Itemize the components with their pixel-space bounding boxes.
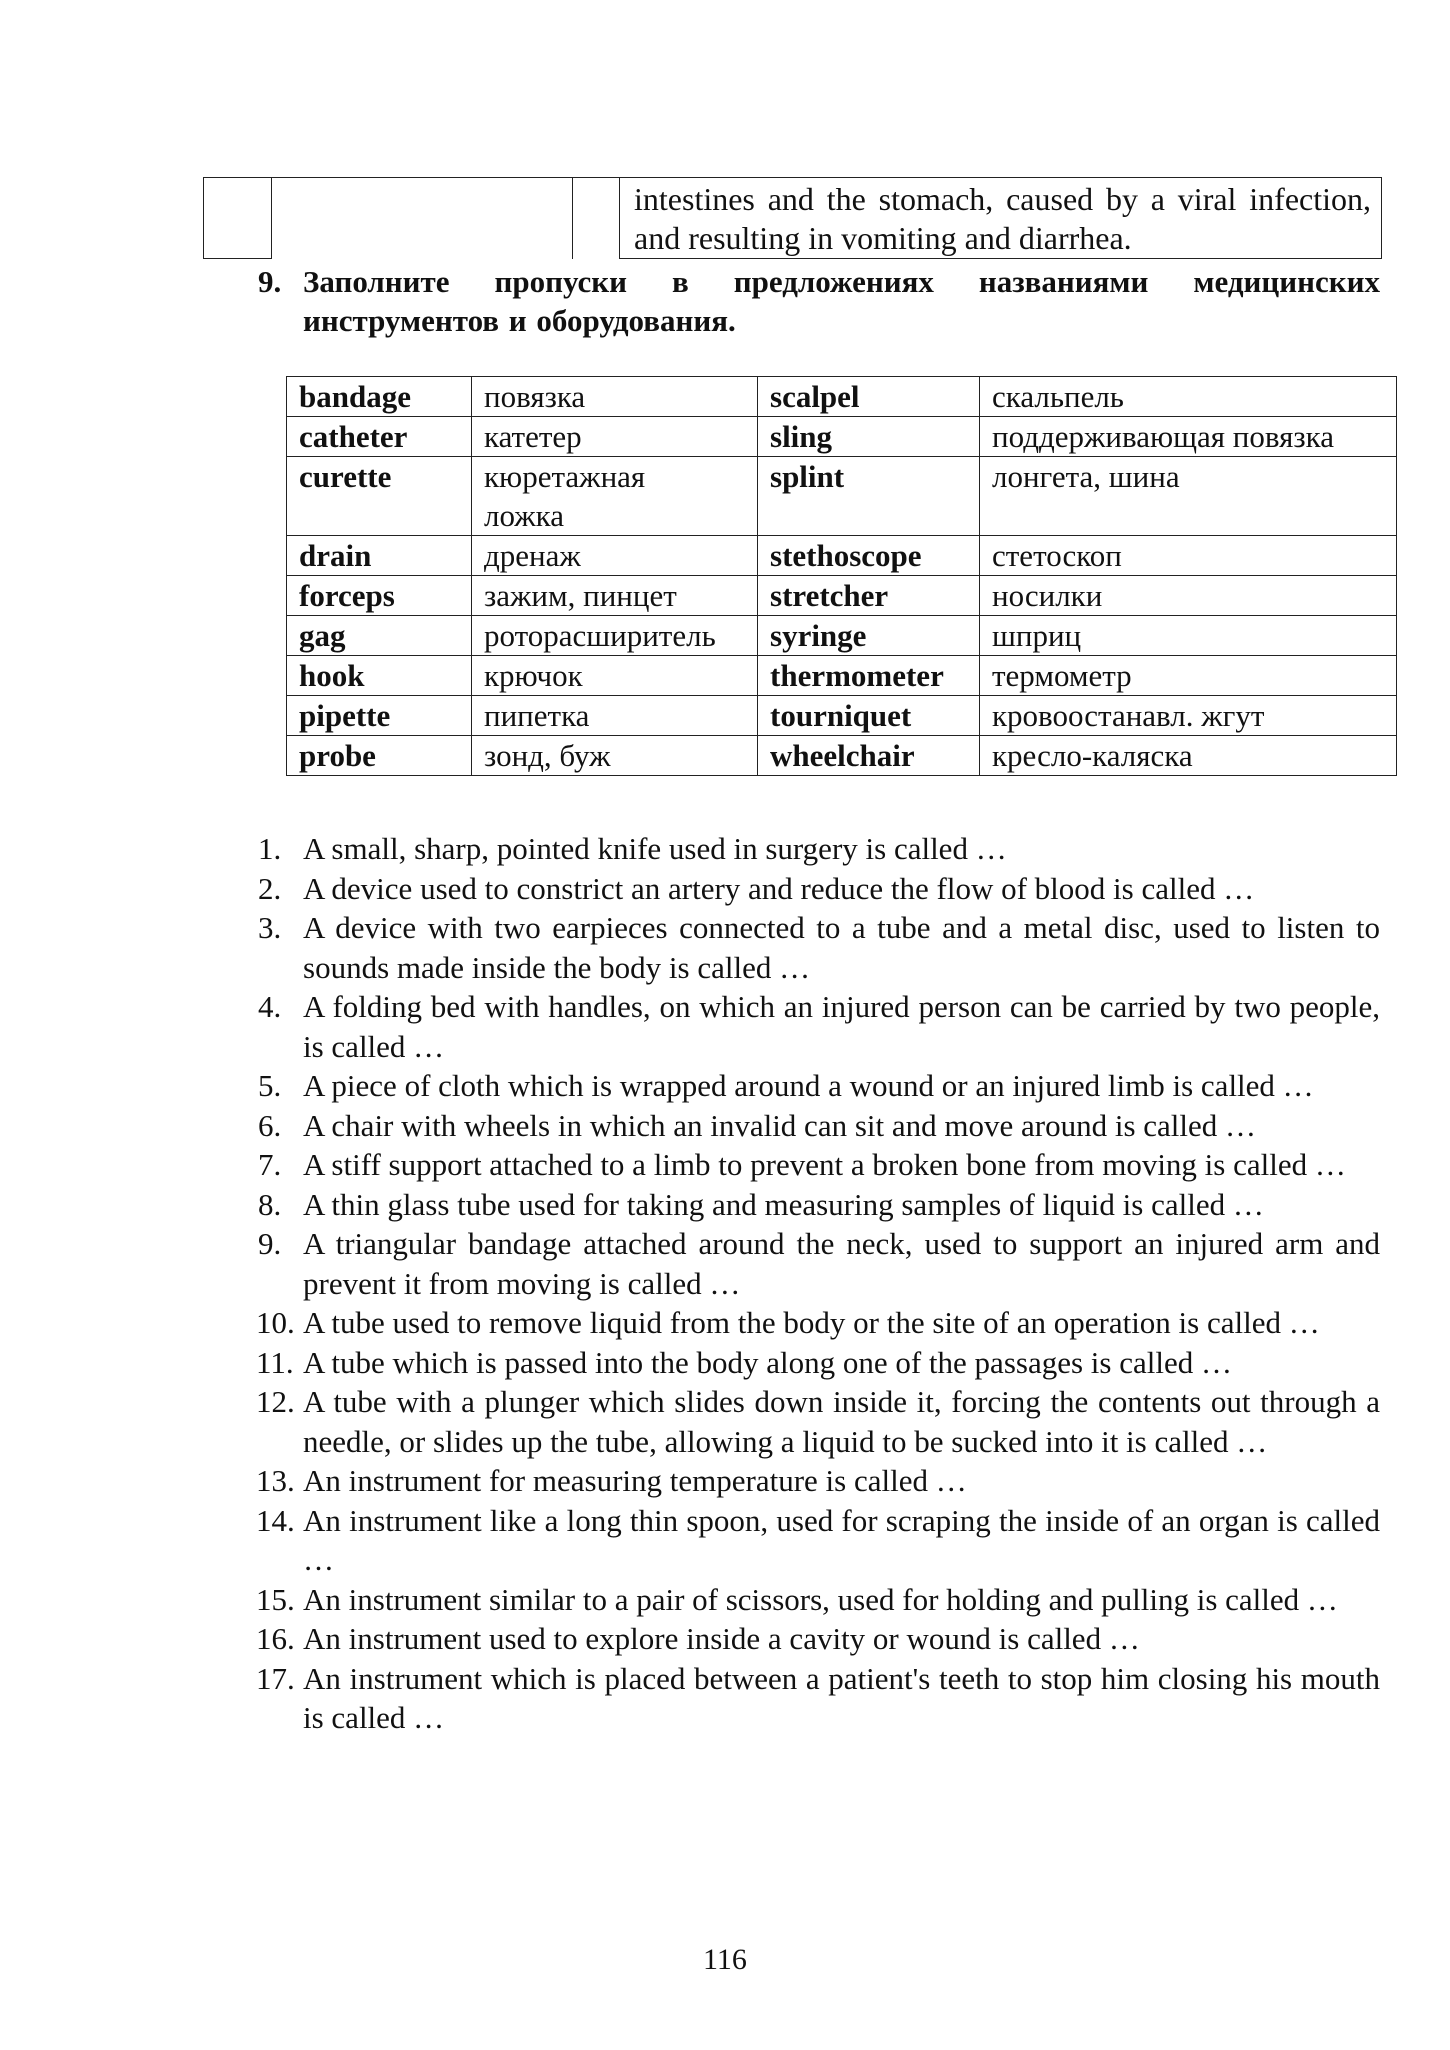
list-item (258, 1106, 1380, 1146)
list-item-text: An instrument for measuring temperature is called … (303, 1463, 967, 1498)
table-row (287, 377, 1397, 417)
term-english: probe (287, 736, 472, 776)
list-item-text: A small, sharp, pointed knife used in surgery is called … (303, 831, 1007, 866)
table-row (287, 696, 1397, 736)
term-english: stretcher (758, 576, 980, 616)
term-russian: лонгета, шина (980, 457, 1397, 536)
list-item-text: An instrument like a long thin spoon, used for scraping the inside of an organ is called … (303, 1502, 1380, 1577)
term-russian: шприц (980, 616, 1397, 656)
term-english: drain (287, 536, 472, 576)
previous-table-fragment (203, 177, 1382, 259)
table-row (287, 457, 1397, 536)
term-english: tourniquet (758, 696, 980, 736)
term-russian: кюретажная ложка (472, 457, 758, 536)
list-item-text: A thin glass tube used for taking and measuring samples of liquid is called … (303, 1186, 1264, 1222)
term-russian: зажим, пинцет (472, 576, 758, 616)
list-item-number: 4. (258, 989, 282, 1024)
term-english: curette (287, 457, 472, 536)
list-item-text: A tube used to remove liquid from the body or the site of an operation is called … (303, 1305, 1320, 1340)
table-cell-empty (272, 178, 573, 259)
term-english: syringe (758, 616, 980, 656)
term-russian: крючок (472, 656, 758, 696)
list-item (258, 1461, 1380, 1501)
list-item-number: 10. (256, 1305, 295, 1340)
table-cell-empty (573, 178, 620, 259)
term-russian: катетер (472, 417, 758, 457)
table-row (287, 536, 1397, 576)
list-item (258, 1343, 1380, 1383)
list-item (258, 987, 1380, 1066)
list-item-text: A tube with a plunger which slides down inside it, forcing the contents out through a needle, or slides up the tube, allowing a liquid to be sucked into it is called … (303, 1384, 1380, 1459)
list-item (258, 1066, 1380, 1106)
task-heading (258, 262, 1380, 340)
list-item (258, 869, 1380, 909)
table-row (287, 736, 1397, 776)
list-item-text: A chair with wheels in which an invalid can sit and move around is called … (303, 1107, 1257, 1143)
term-russian: повязка (472, 377, 758, 417)
list-item-number: 13. (256, 1463, 295, 1498)
list-item (258, 1580, 1380, 1620)
term-english: splint (758, 457, 980, 536)
term-russian: дренаж (472, 536, 758, 576)
term-russian: термометр (980, 656, 1397, 696)
list-item-number: 17. (256, 1660, 295, 1696)
list-item-number: 14. (256, 1502, 295, 1538)
term-english: stethoscope (758, 536, 980, 576)
term-russian: носилки (980, 576, 1397, 616)
term-english: pipette (287, 696, 472, 736)
term-english: wheelchair (758, 736, 980, 776)
table-row (287, 576, 1397, 616)
list-item (258, 908, 1380, 987)
list-item (258, 1382, 1380, 1461)
page-number: 116 (703, 1943, 747, 1976)
term-english: catheter (287, 417, 472, 457)
task-instruction: Заполните пропуски в предложениях названиями медицинских инструментов и оборудования. (303, 264, 1380, 338)
sentence-list (258, 829, 1380, 1738)
list-item-number: 7. (258, 1147, 282, 1182)
list-item-text: An instrument used to explore inside a cavity or wound is called … (303, 1621, 1140, 1656)
term-russian: кресло-каляска (980, 736, 1397, 776)
term-russian: роторасширитель (472, 616, 758, 656)
term-english: sling (758, 417, 980, 457)
table-cell-empty (204, 178, 272, 259)
list-item (258, 829, 1380, 869)
term-english: thermometer (758, 656, 980, 696)
term-russian: пипетка (472, 696, 758, 736)
term-english: hook (287, 656, 472, 696)
list-item (258, 1619, 1380, 1659)
list-item-number: 8. (258, 1186, 282, 1222)
table-row (287, 616, 1397, 656)
table-row (287, 417, 1397, 457)
list-item-number: 15. (256, 1581, 295, 1617)
list-item-text: An instrument similar to a pair of scissors, used for holding and pulling is called … (303, 1581, 1338, 1617)
term-russian: стетоскоп (980, 536, 1397, 576)
table-row (204, 178, 1382, 259)
list-item-number: 3. (258, 910, 282, 945)
list-item-text: A triangular bandage attached around the neck, used to support an injured arm and prevent it from moving is called … (303, 1226, 1380, 1301)
list-item (258, 1224, 1380, 1303)
term-english: scalpel (758, 377, 980, 417)
term-russian: кровоостанавл. жгут (980, 696, 1397, 736)
list-item-text: An instrument which is placed between a patient's teeth to stop him closing his mouth is called … (303, 1660, 1380, 1735)
list-item-number: 5. (258, 1068, 282, 1103)
list-item-text: A device used to constrict an artery and reduce the flow of blood is called … (303, 870, 1255, 906)
list-item (258, 1185, 1380, 1225)
list-item (258, 1145, 1380, 1185)
task-number: 9. (258, 264, 282, 299)
term-russian: поддерживающая повязка (980, 417, 1397, 457)
list-item-text: A device with two earpieces connected to a tube and a metal disc, used to listen to sounds made inside the body is called … (303, 910, 1380, 985)
term-english: forceps (287, 576, 472, 616)
list-item-number: 11. (256, 1344, 294, 1380)
list-item-text: A piece of cloth which is wrapped around a wound or an injured limb is called … (303, 1068, 1314, 1103)
list-item (258, 1659, 1380, 1738)
list-item-text: A tube which is passed into the body along one of the passages is called … (303, 1344, 1232, 1380)
list-item-number: 2. (258, 870, 282, 906)
table-row (287, 656, 1397, 696)
list-item-number: 12. (256, 1384, 295, 1419)
list-item (258, 1501, 1380, 1580)
list-item-number: 16. (256, 1621, 295, 1656)
list-item-number: 6. (258, 1107, 282, 1143)
list-item (258, 1303, 1380, 1343)
term-english: bandage (287, 377, 472, 417)
vocabulary-table (286, 376, 1397, 776)
definition-text-continuation: intestines and the stomach, caused by a viral infection, and resulting in vomiting and diarrhea. (620, 178, 1382, 259)
list-item-text: A stiff support attached to a limb to prevent a broken bone from moving is called … (303, 1147, 1346, 1182)
list-item-text: A folding bed with handles, on which an injured person can be carried by two people, is called … (303, 989, 1380, 1064)
list-item-number: 1. (258, 831, 282, 866)
term-english: gag (287, 616, 472, 656)
term-russian: скальпель (980, 377, 1397, 417)
term-russian: зонд, буж (472, 736, 758, 776)
list-item-number: 9. (258, 1226, 282, 1261)
vocabulary-table-body (287, 377, 1397, 776)
